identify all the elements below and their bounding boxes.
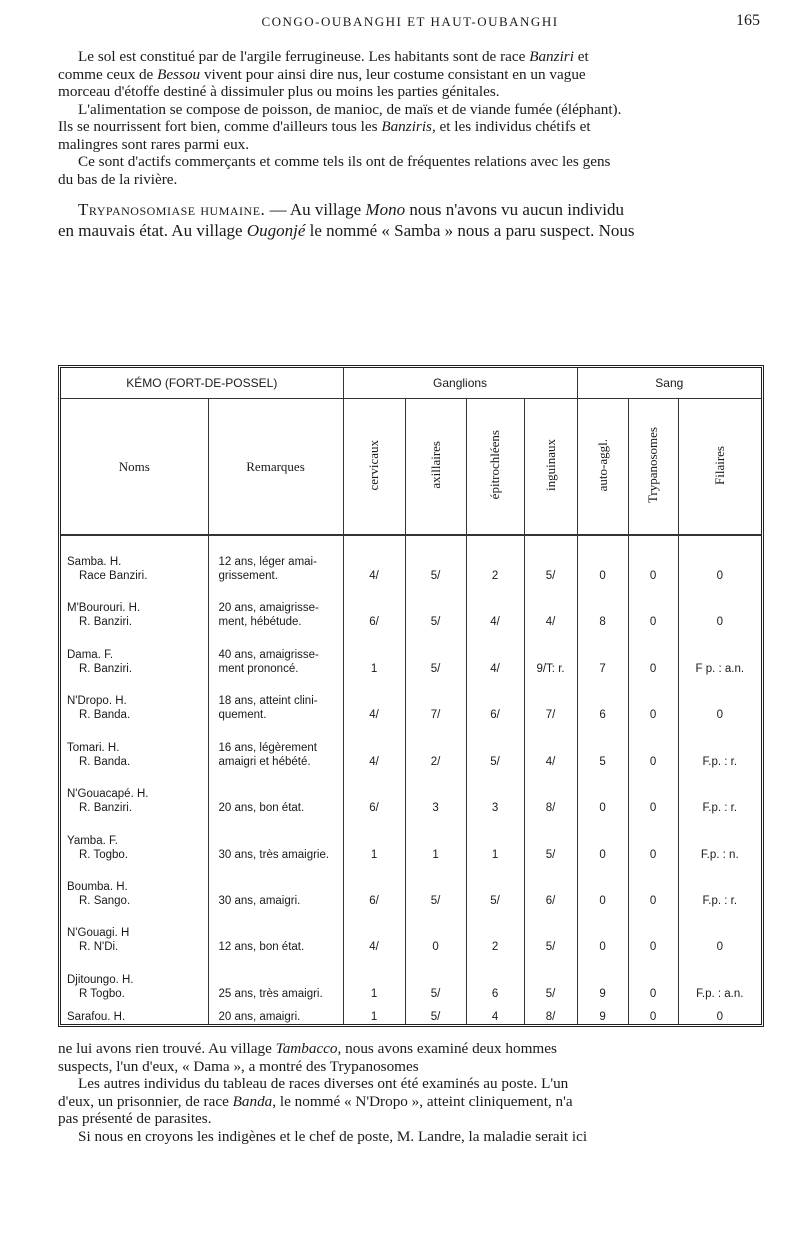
cell-trypanosomes: 0 (628, 908, 678, 954)
cell-epitrochleens: 3 (466, 769, 524, 815)
col-epitrochleens: épitrochléens (487, 430, 503, 500)
table-body (61, 535, 761, 1024)
cell-trypanosomes: 0 (628, 954, 678, 1000)
cell-axillaires: 5/ (405, 583, 466, 629)
cell-cervicaux: 1 (343, 1001, 405, 1024)
cell-trypanosomes: 0 (628, 535, 678, 583)
cell-cervicaux: 6/ (343, 769, 405, 815)
col-cervicaux: cervicaux (366, 439, 382, 491)
cell-remarques: 20 ans, bon état. (208, 769, 343, 815)
cell-auto-aggl: 7 (577, 629, 628, 675)
running-title: CONGO-OUBANGHI ET HAUT-OUBANGHI (261, 14, 559, 29)
cell-cervicaux: 1 (343, 954, 405, 1000)
cell-filaires: 0 (678, 908, 761, 954)
table-row (61, 862, 761, 908)
cell-epitrochleens: 4 (466, 1001, 524, 1024)
cell-remarques: 25 ans, très amaigri. (208, 954, 343, 1000)
cell-cervicaux: 6/ (343, 583, 405, 629)
cell-cervicaux: 4/ (343, 676, 405, 722)
cell-filaires: F.p. : a.n. (678, 954, 761, 1000)
col-filaires: Filaires (711, 445, 727, 485)
cell-cervicaux: 1 (343, 629, 405, 675)
cell-name: Tomari. H. R. Banda. (67, 741, 131, 768)
table-row (61, 1001, 761, 1024)
col-inguinaux: inguinaux (542, 439, 558, 491)
table-row (61, 583, 761, 629)
cell-cervicaux: 1 (343, 815, 405, 861)
cell-filaires: 0 (678, 583, 761, 629)
cell-epitrochleens: 5/ (466, 862, 524, 908)
table-row (61, 769, 761, 815)
cell-auto-aggl: 5 (577, 722, 628, 768)
cell-epitrochleens: 2 (466, 535, 524, 583)
table-row (61, 676, 761, 722)
cell-epitrochleens: 6/ (466, 676, 524, 722)
cell-filaires: F p. : a.n. (678, 629, 761, 675)
col-auto-aggl: auto-aggl. (594, 438, 610, 492)
group-header-ganglions: Ganglions (343, 368, 577, 399)
paragraph-trypanosomiase: Trypanosomiase humaine. — Au village Mono nous n'avons vu aucun individu en mauvais état. Au village Ougonjé le nommé « Samba » nous a paru suspect. Nous (58, 200, 635, 240)
cell-remarques: 16 ans, légèrement amaigri et hébété. (208, 722, 343, 768)
cell-axillaires: 5/ (405, 954, 466, 1000)
cell-epitrochleens: 1 (466, 815, 524, 861)
cell-epitrochleens: 4/ (466, 583, 524, 629)
cell-axillaires: 0 (405, 908, 466, 954)
kemo-table (58, 365, 764, 1027)
col-remarques: Remarques (246, 458, 305, 474)
cell-auto-aggl: 8 (577, 583, 628, 629)
cell-inguinaux: 8/ (524, 769, 577, 815)
table-row (61, 535, 761, 583)
col-trypanosomes: Trypanosomes (645, 426, 661, 504)
cell-name: N'Dropo. H. R. Banda. (67, 695, 131, 722)
cell-inguinaux: 9/T: r. (524, 629, 577, 675)
cell-filaires: 0 (678, 535, 761, 583)
cell-inguinaux: 5/ (524, 535, 577, 583)
cell-inguinaux: 5/ (524, 815, 577, 861)
cell-axillaires: 2/ (405, 722, 466, 768)
cell-auto-aggl: 0 (577, 862, 628, 908)
cell-axillaires: 3 (405, 769, 466, 815)
cell-trypanosomes: 0 (628, 722, 678, 768)
cell-trypanosomes: 0 (628, 1001, 678, 1024)
table-row (61, 815, 761, 861)
cell-axillaires: 5/ (405, 862, 466, 908)
cell-remarques: 12 ans, bon état. (208, 908, 343, 954)
cell-auto-aggl: 0 (577, 769, 628, 815)
cell-auto-aggl: 6 (577, 676, 628, 722)
cell-trypanosomes: 0 (628, 862, 678, 908)
table-row (61, 629, 761, 675)
cell-remarques: 12 ans, léger amai- grissement. (208, 535, 343, 583)
cell-cervicaux: 6/ (343, 862, 405, 908)
cell-inguinaux: 8/ (524, 1001, 577, 1024)
cell-name: Yamba. F. R. Togbo. (67, 834, 129, 861)
cell-inguinaux: 5/ (524, 954, 577, 1000)
cell-trypanosomes: 0 (628, 769, 678, 815)
cell-auto-aggl: 9 (577, 954, 628, 1000)
cell-epitrochleens: 5/ (466, 722, 524, 768)
cell-filaires: F.p. : r. (678, 769, 761, 815)
cell-inguinaux: 4/ (524, 583, 577, 629)
cell-remarques: 40 ans, amaigrisse- ment prononcé. (208, 629, 343, 675)
cell-trypanosomes: 0 (628, 815, 678, 861)
cell-remarques: 20 ans, amaigri. (208, 1001, 343, 1024)
cell-trypanosomes: 0 (628, 583, 678, 629)
cell-remarques: 30 ans, amaigri. (208, 862, 343, 908)
cell-name: Boumba. H. R. Sango. (67, 880, 131, 907)
table-row (61, 722, 761, 768)
col-noms: Noms (118, 458, 150, 474)
cell-axillaires: 7/ (405, 676, 466, 722)
paragraph-habitants: Le sol est constitué par de l'argile ferrugineuse. Les habitants sont de race Banziri et comme ceux de Bessou vivent pour ainsi dire nus, leur costume consistant en un vague morceau d'étoffe destiné à dissimuler plus ou moins les parties génitales. L'alimentation se compose de poisson, de manioc, de maïs et de viande fumée (éléphant). Ils se nourrissent fort bien, comme d'ailleurs tous les Banziris, et les individus chétifs et malingres sont rares parmi eux. Ce sont d'actifs commerçants et comme tels ils ont de fréquentes relations avec les gens du bas de la rivière. (58, 48, 622, 188)
col-axillaires: axillaires (427, 441, 443, 489)
cell-auto-aggl: 9 (577, 1001, 628, 1024)
cell-trypanosomes: 0 (628, 629, 678, 675)
cell-epitrochleens: 2 (466, 908, 524, 954)
cell-auto-aggl: 0 (577, 815, 628, 861)
cell-name: Dama. F. R. Banziri. (67, 648, 133, 675)
cell-filaires: F.p. : r. (678, 722, 761, 768)
cell-name: N'Gouacapé. H. R. Banziri. (67, 788, 149, 815)
cell-filaires: F.p. : r. (678, 862, 761, 908)
cell-axillaires: 5/ (405, 535, 466, 583)
cell-remarques: 20 ans, amaigrisse- ment, hébétude. (208, 583, 343, 629)
cell-epitrochleens: 6 (466, 954, 524, 1000)
cell-auto-aggl: 0 (577, 908, 628, 954)
cell-inguinaux: 4/ (524, 722, 577, 768)
table-row (61, 954, 761, 1000)
cell-epitrochleens: 4/ (466, 629, 524, 675)
cell-name: M'Bourouri. H. R. Banziri. (67, 602, 141, 629)
cell-filaires: 0 (678, 676, 761, 722)
cell-remarques: 18 ans, atteint clini- quement. (208, 676, 343, 722)
cell-name: Sarafou. H. (67, 1011, 126, 1023)
cell-axillaires: 5/ (405, 1001, 466, 1024)
table-row (61, 908, 761, 954)
paragraph-conclusion: ne lui avons rien trouvé. Au village Tambacco, nous avons examiné deux hommes suspects, l'un d'eux, « Dama », a montré des Trypanosomes Les autres individus du tableau de races diverses ont été examinés au poste. L'un d'eux, un prisonnier, de race Banda, le nommé « N'Dropo », atteint cliniquement, n'a pas présenté de parasites. Si nous en croyons les indigènes et le chef de poste, M. Landre, la maladie serait ici (58, 1040, 588, 1145)
cell-filaires: F.p. : n. (678, 815, 761, 861)
cell-cervicaux: 4/ (343, 535, 405, 583)
group-header-sang: Sang (577, 368, 761, 399)
cell-axillaires: 5/ (405, 629, 466, 675)
group-header-kemo: KÉMO (FORT-DE-POSSEL) (61, 368, 343, 399)
cell-remarques: 30 ans, très amaigrie. (208, 815, 343, 861)
cell-cervicaux: 4/ (343, 722, 405, 768)
page-number: 165 (736, 12, 760, 29)
cell-filaires: 0 (678, 1001, 761, 1024)
page-header (60, 12, 760, 36)
cell-inguinaux: 6/ (524, 862, 577, 908)
cell-trypanosomes: 0 (628, 676, 678, 722)
cell-name: N'Gouagi. H R. N'Di. (67, 927, 130, 954)
cell-inguinaux: 7/ (524, 676, 577, 722)
cell-name: Djitoungo. H. R Togbo. (67, 973, 134, 1000)
cell-inguinaux: 5/ (524, 908, 577, 954)
cell-name: Samba. H. Race Banziri. (67, 556, 148, 583)
cell-axillaires: 1 (405, 815, 466, 861)
cell-auto-aggl: 0 (577, 535, 628, 583)
cell-cervicaux: 4/ (343, 908, 405, 954)
section-heading: Trypanosomiase humaine. (78, 200, 266, 219)
